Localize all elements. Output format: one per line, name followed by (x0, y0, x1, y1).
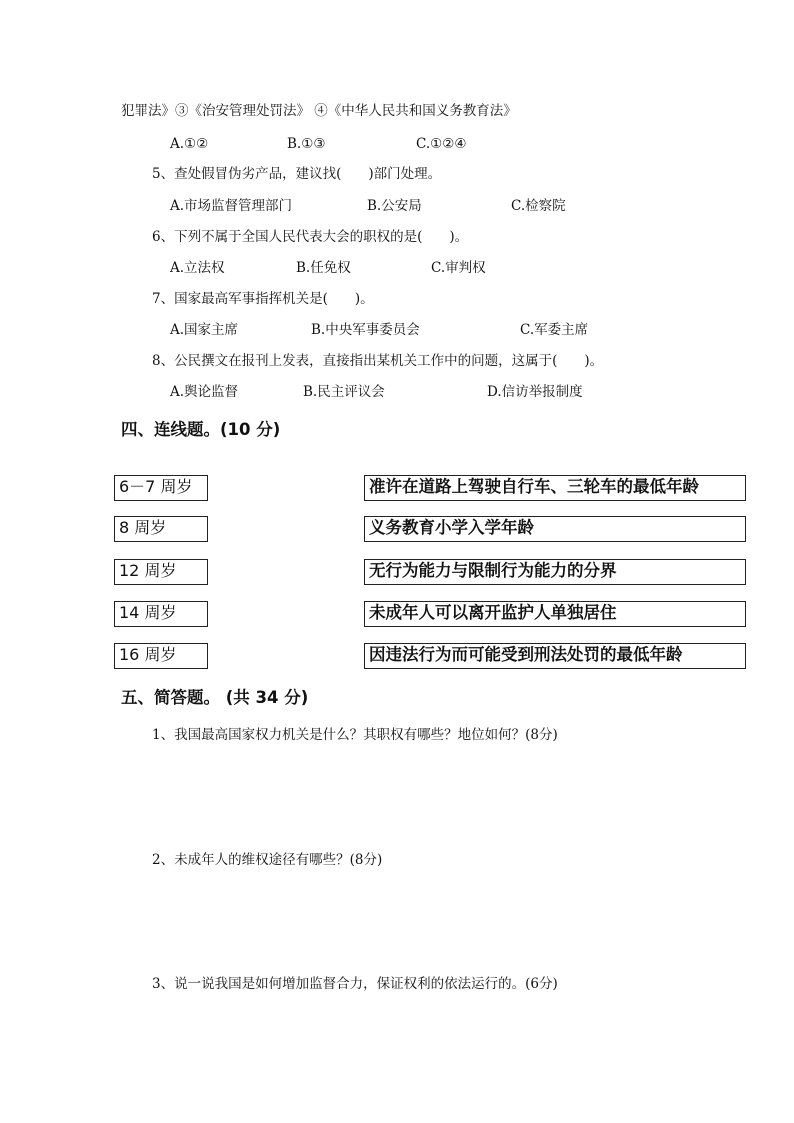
q5-option-c: C.检察院 (511, 198, 566, 214)
q4-option-a: A.①② (170, 136, 209, 152)
matching-left-item[interactable]: 14 周岁 (114, 601, 208, 627)
q7-option-c: C.军委主席 (520, 322, 589, 338)
matching-right-item[interactable]: 因违法行为而可能受到刑法处罚的最低年龄 (364, 643, 746, 669)
matching-right-item[interactable]: 无行为能力与限制行为能力的分界 (364, 559, 746, 585)
q4-option-c: C.①②④ (416, 136, 467, 152)
short-answer-question-2: 2、未成年人的维权途径有哪些？(8分) (152, 852, 383, 868)
q5-option-a: A.市场监督管理部门 (170, 198, 293, 214)
section-4-title: 四、连线题。(10 分) (121, 420, 281, 439)
q6-option-b: B.任免权 (296, 260, 351, 276)
matching-left-item[interactable]: 12 周岁 (114, 559, 208, 585)
q7-option-a: A.国家主席 (170, 322, 239, 338)
q6-option-c: C.审判权 (431, 260, 486, 276)
q5-stem: 5、查处假冒伪劣产品，建议找( )部门处理。 (152, 166, 442, 182)
q8-option-b: B.民主评议会 (303, 384, 385, 400)
q4-option-b: B.①③ (287, 136, 326, 152)
q8-option-d: D.信访举报制度 (487, 384, 583, 400)
q5-option-b: B.公安局 (367, 198, 422, 214)
short-answer-question-3: 3、说一说我国是如何增加监督合力，保证权利的依法运行的。(6分) (152, 976, 558, 992)
q8-stem: 8、公民撰文在报刊上发表，直接指出某机关工作中的问题，这属于( )。 (152, 353, 604, 369)
matching-left-item[interactable]: 8 周岁 (114, 516, 208, 542)
matching-left-item[interactable]: 16 周岁 (114, 643, 208, 669)
q7-stem: 7、国家最高军事指挥机关是( )。 (152, 291, 374, 307)
q6-option-a: A.立法权 (170, 260, 225, 276)
short-answer-question-1: 1、我国最高国家权力机关是什么？其职权有哪些？地位如何？(8分) (152, 727, 558, 743)
matching-left-item[interactable]: 6－7 周岁 (114, 475, 208, 501)
matching-right-item[interactable]: 义务教育小学入学年龄 (364, 516, 746, 542)
q6-stem: 6、下列不属于全国人民代表大会的职权的是( )。 (152, 229, 469, 245)
q7-option-b: B.中央军事委员会 (311, 322, 420, 338)
matching-right-item[interactable]: 准许在道路上驾驶自行车、三轮车的最低年龄 (364, 475, 746, 501)
q8-option-a: A.舆论监督 (170, 384, 239, 400)
matching-right-item[interactable]: 未成年人可以离开监护人单独居住 (364, 601, 746, 627)
section-5-title: 五、简答题。 (共 34 分) (121, 688, 309, 707)
question-4-continuation: 犯罪法》③《治安管理处罚法》 ④《中华人民共和国义务教育法》 (121, 103, 517, 119)
